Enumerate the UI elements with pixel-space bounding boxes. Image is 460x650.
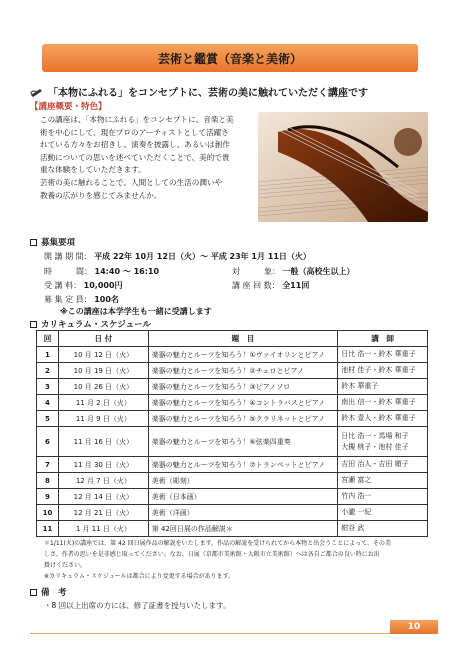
table-row xyxy=(37,427,428,457)
student-note: ※この講座は本学学生も一緒に受講します xyxy=(60,307,212,316)
row-number: 2 xyxy=(37,363,59,379)
row-number: 9 xyxy=(37,489,59,505)
banner-title: 芸術と鑑賞（音楽と美術） xyxy=(157,51,302,66)
table-row xyxy=(37,411,428,427)
section-banner xyxy=(42,44,418,72)
schedule-notes xyxy=(44,538,434,582)
table-row xyxy=(37,505,428,521)
row-date: 11 月 9 日（火） xyxy=(58,411,148,427)
concept-text: 「本物にふれる」をコンセプトに、芸術の美に触れていただく講座です xyxy=(48,88,368,99)
row-date: 12 月 7 日（火） xyxy=(58,473,148,489)
row-date: 11 月 16 日（火） xyxy=(58,427,148,457)
table-row xyxy=(37,379,428,395)
row-title: 楽器の魅力とルーツを知ろう！④コントラバスとピアノ xyxy=(148,395,337,411)
note-line: ※カリキュラム・スケジュールは都合により変更する場合があります。 xyxy=(44,573,235,580)
row-date: 11 月 2 日（火） xyxy=(58,395,148,411)
overview-body: この講座は、「本物にふれる」をコンセプトに、音楽と美 術を中心にして、現在プロのアーティストとして活躍さ れている方々をお招きし、演奏を披露し、あるいは創作 活動についての思いを述べていただくことで、美的で貴 重な体験をしていただきます。 芸術の美に触れることで、人間としての生活の潤いや 教養の広がりを感じてみませんか。 xyxy=(40,115,234,200)
row-date: 10 月 26 日（火） xyxy=(58,379,148,395)
row-date: 11 月 30 日（火） xyxy=(58,457,148,473)
row-number: 3 xyxy=(37,379,59,395)
row-number: 4 xyxy=(37,395,59,411)
row-date: 10 月 12 日（火） xyxy=(58,347,148,363)
row-title: 楽器の魅力とルーツを知ろう！③ピアノソロ xyxy=(148,379,337,395)
row-number: 10 xyxy=(37,505,59,521)
row-title: 楽器の魅力とルーツを知ろう！⑤クラリネットとピアノ xyxy=(148,411,337,427)
row-date: 12 月 14 日（火） xyxy=(58,489,148,505)
row-lecturer: 吉田 治人・吉田 順子 xyxy=(338,457,428,473)
table-row xyxy=(37,363,428,379)
row-title: 美術（彫刻） xyxy=(148,473,337,489)
row-title: 美術（洋画） xyxy=(148,505,337,521)
square-bullet-icon xyxy=(30,321,37,328)
row-lecturer: 日比 浩一・馬場 和子 大槻 桃子・池村 佳子 xyxy=(338,427,428,457)
table-row xyxy=(37,347,428,363)
table-row xyxy=(37,489,428,505)
col-lecturer: 講 師 xyxy=(338,331,428,347)
concept-line xyxy=(30,84,450,99)
col-no: 回 xyxy=(37,331,59,347)
row-title: 楽器の魅力とルーツを知ろう！⑥弦楽四重奏 xyxy=(148,427,337,457)
curriculum-heading: カリキュラム・スケジュール xyxy=(30,318,151,330)
row-number: 5 xyxy=(37,411,59,427)
row-lecturer: 紺谷 武 xyxy=(338,521,428,537)
count-row: 講 座 回 数： 全11回 xyxy=(232,281,310,290)
overview-heading: 【講座概要・特色】 xyxy=(30,102,107,112)
row-title: 第 42回日展の作品解説＊ xyxy=(148,521,337,537)
table-row xyxy=(37,521,428,537)
pen-icon xyxy=(30,87,44,97)
row-lecturer: 小瀧 一紀 xyxy=(338,505,428,521)
remarks-heading: 備 考 xyxy=(30,586,67,598)
capacity-row: 募 集 定 員： 100名 xyxy=(44,295,119,304)
row-date: 10 月 19 日（火） xyxy=(58,363,148,379)
row-lecturer: 鈴木 壹人・鈴木 華重子 xyxy=(338,411,428,427)
row-title: 楽器の魅力とルーツを知ろう！①ヴァイオリンとピアノ xyxy=(148,347,337,363)
footer-divider xyxy=(30,633,438,634)
page-number: 10 xyxy=(390,620,438,634)
table-row xyxy=(37,395,428,411)
row-lecturer: 竹内 浩一 xyxy=(338,489,428,505)
table-row xyxy=(37,457,428,473)
row-title: 楽器の魅力とルーツを知ろう！②チェロとピアノ xyxy=(148,363,337,379)
remarks-text: ・8 回以上出席の方には、修了証書を授与いたします。 xyxy=(44,601,231,610)
violin-photo xyxy=(258,112,428,222)
row-number: 8 xyxy=(37,473,59,489)
note-line: ＊1/11(火)の講座では、第 42 回日展作品の解説をいたします。作品の解説を受けられてから本物と出会うことによって、その美 xyxy=(44,540,392,547)
row-date: 12 月 21 日（火） xyxy=(58,505,148,521)
note-line: しさ、作者の思いを是非感じ取ってください。なお、日展（京都市美術館・大阪市立美術館）へは各自ご都合の良い時にお出 xyxy=(44,551,380,558)
row-lecturer: 日比 浩一・鈴木 華重子 xyxy=(338,347,428,363)
col-title: 題 目 xyxy=(148,331,337,347)
row-lecturer: 鈴木 華重子 xyxy=(338,379,428,395)
row-title: 楽器の魅力とルーツを知ろう！⑦トランペットとピアノ xyxy=(148,457,337,473)
note-line: 掛けください。 xyxy=(44,562,87,569)
table-header-row xyxy=(37,331,428,347)
row-number: 1 xyxy=(37,347,59,363)
col-date: 日 付 xyxy=(58,331,148,347)
target-row: 対 象： 一般（高校生以上） xyxy=(232,267,355,276)
row-number: 7 xyxy=(37,457,59,473)
square-bullet-icon xyxy=(30,589,37,596)
square-bullet-icon xyxy=(30,239,37,246)
row-lecturer: 池村 佳子・鈴木 華重子 xyxy=(338,363,428,379)
table-row xyxy=(37,473,428,489)
outline-heading: 募集要項 xyxy=(30,236,75,248)
period-row: 開 講 期 間： 平成 22年 10月 12日（火）～ 平成 23年 1月 11日（火） xyxy=(44,252,311,261)
row-lecturer: 宮瀬 富之 xyxy=(338,473,428,489)
fee-row: 受 講 料： 10,000円 xyxy=(44,281,123,290)
row-lecturer: 南出 信一・鈴木 華重子 xyxy=(338,395,428,411)
row-date: 1 月 11 日（火） xyxy=(58,521,148,537)
curriculum-table xyxy=(36,330,428,537)
time-row: 時 間： 14:40 ～ 16:10 xyxy=(44,267,160,276)
row-number: 11 xyxy=(37,521,59,537)
row-number: 6 xyxy=(37,427,59,457)
row-title: 美術（日本画） xyxy=(148,489,337,505)
